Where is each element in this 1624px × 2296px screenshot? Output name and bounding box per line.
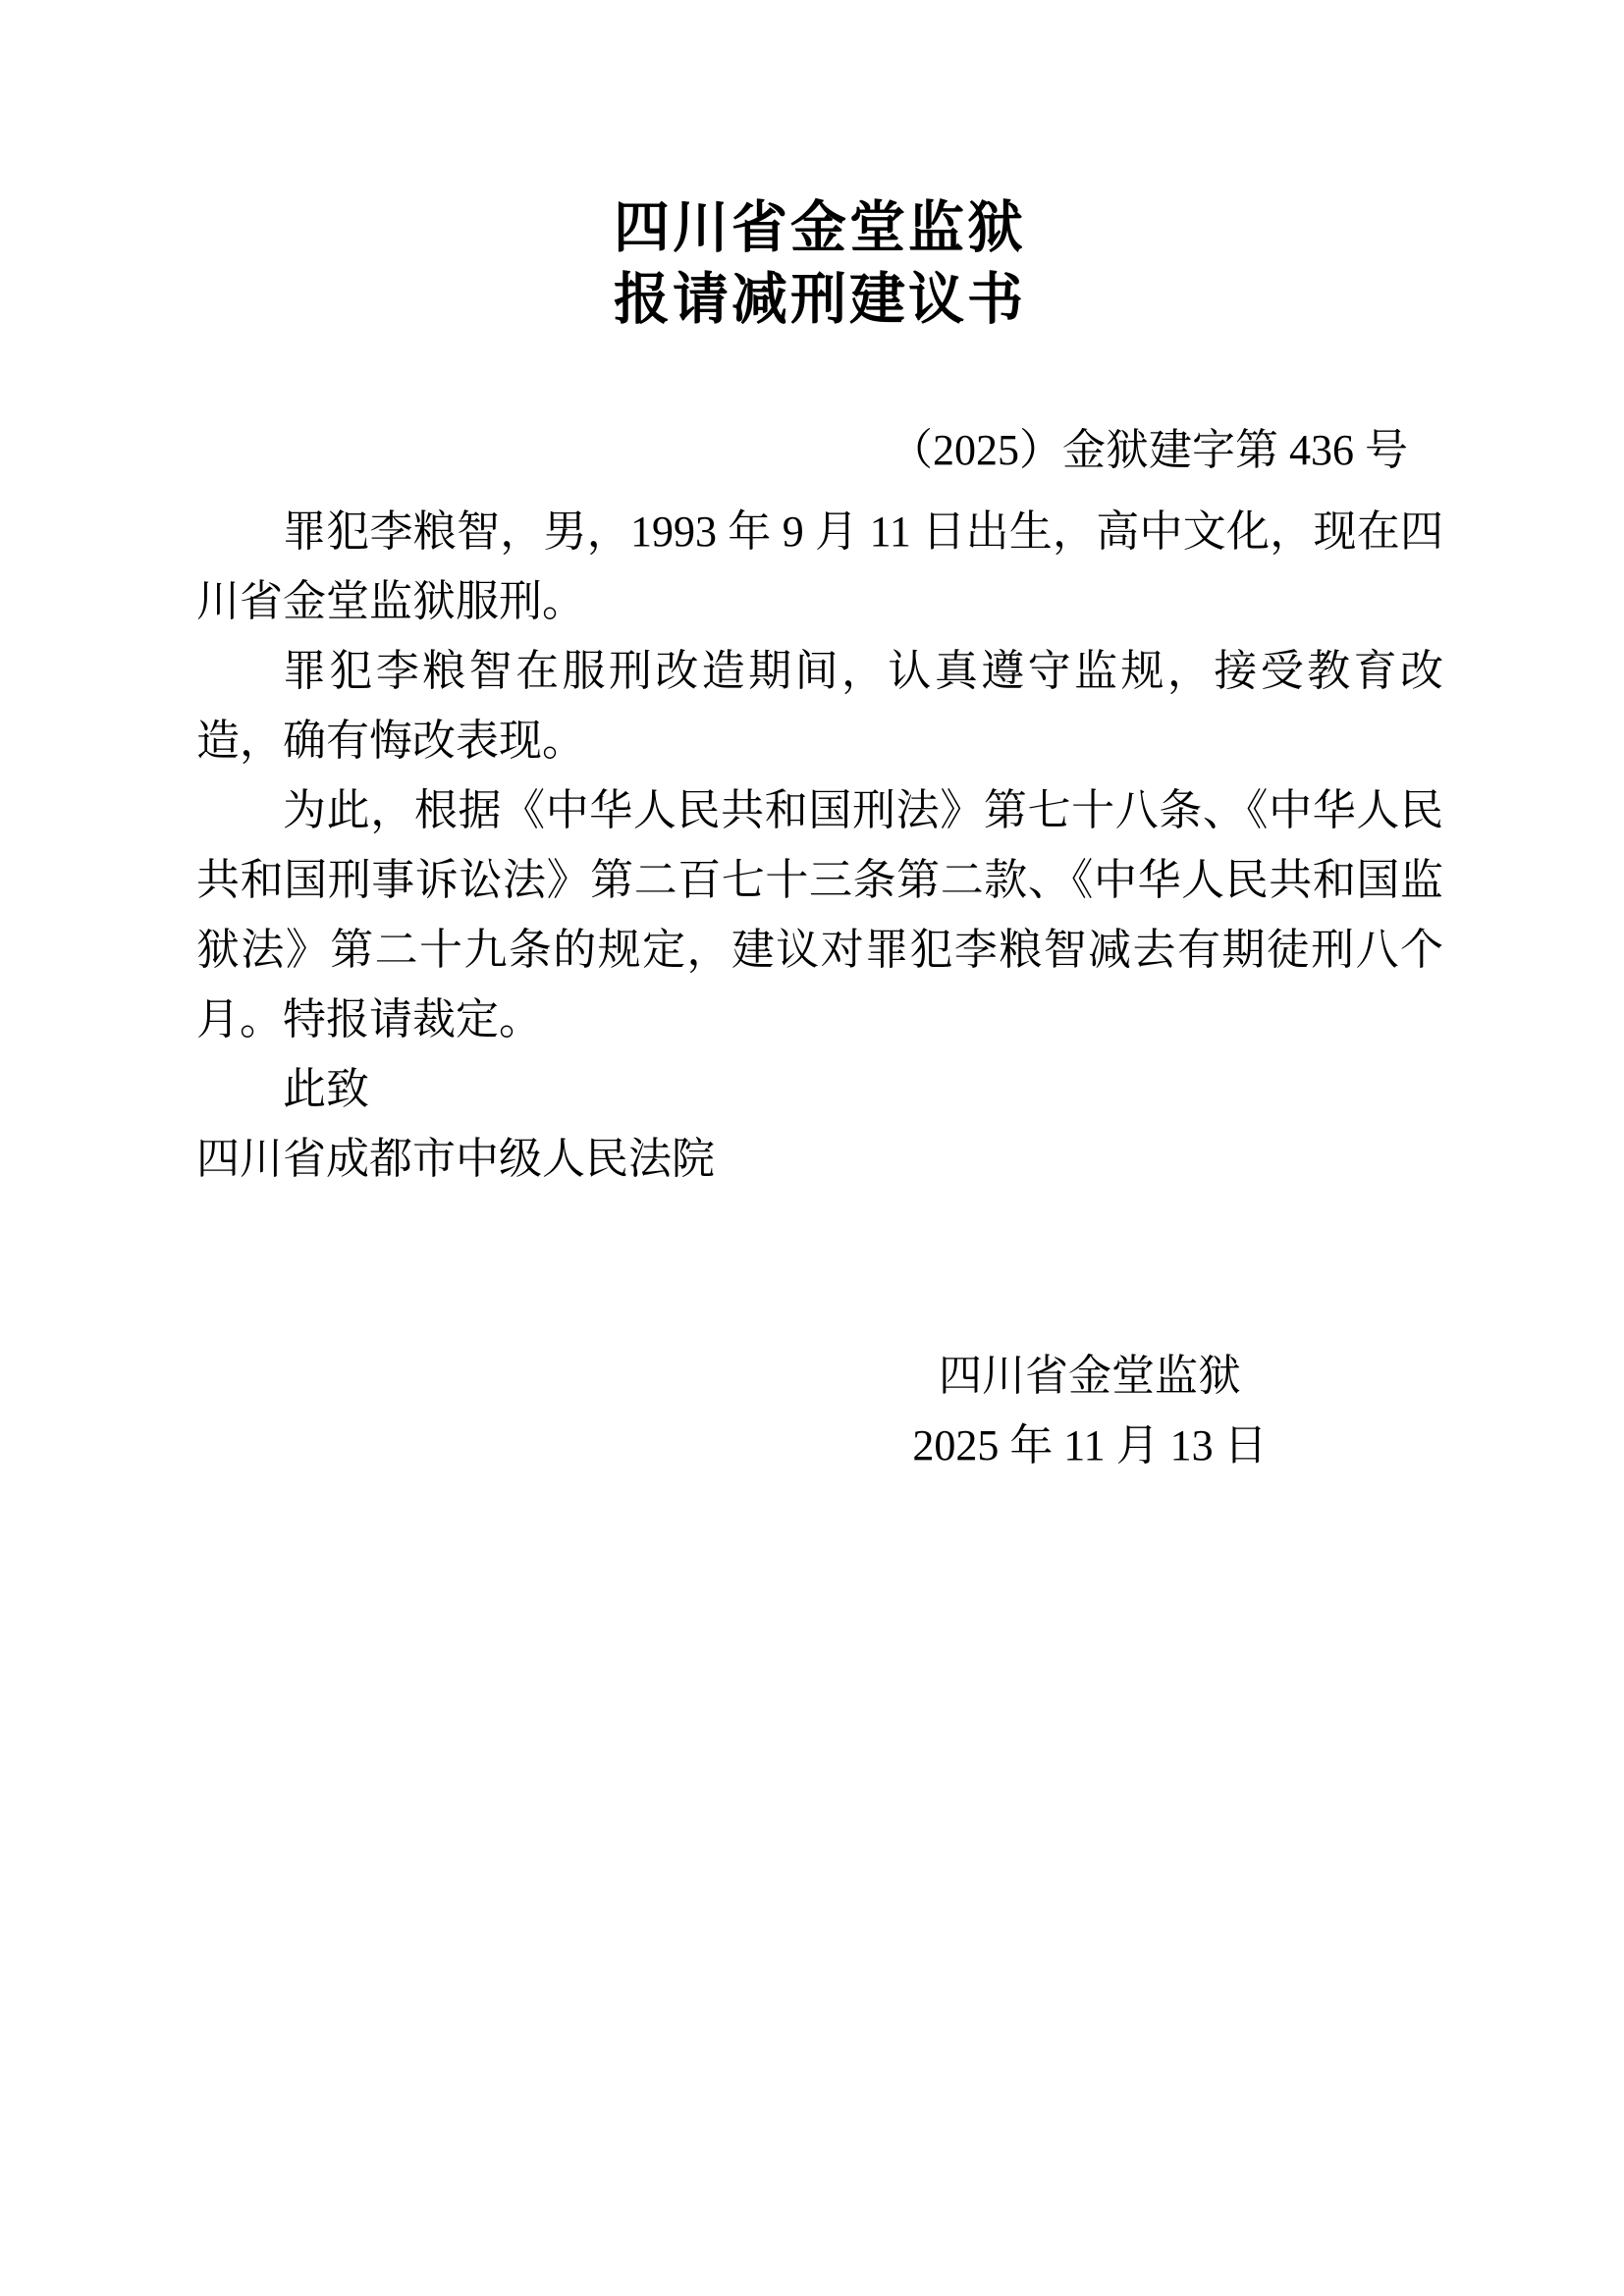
recipient-court: 四川省成都市中级人民法院 xyxy=(196,1135,715,1183)
document-number: （2025）金狱建字第 436 号 xyxy=(890,426,1408,474)
signature-date: 2025 年 11 月 13 日 xyxy=(912,1421,1268,1469)
signature-organization: 四川省金堂监狱 xyxy=(939,1352,1241,1400)
document-title xyxy=(196,192,1443,336)
signature-block xyxy=(864,1341,1316,1480)
title-line-document-type: 报请减刑建议书 xyxy=(614,268,1026,331)
document-body xyxy=(196,497,1443,1194)
paragraph-legal-basis: 为此，根据《中华人民共和国刑法》第七十八条、《中华人民共和国刑事诉讼法》第二百七十三条第二款、《中华人民共和国监狱法》第二十九条的规定，建议对罪犯李粮智减去有期徒刑八个月。特报请裁定。 xyxy=(196,786,1443,1043)
paragraph-conduct: 罪犯李粮智在服刑改造期间，认真遵守监规，接受教育改造，确有悔改表现。 xyxy=(196,647,1443,765)
document-content xyxy=(196,0,1443,1480)
salutation: 此致 xyxy=(283,1065,369,1113)
paragraph-offender-info: 罪犯李粮智，男，1993 年 9 月 11 日出生，高中文化，现在四川省金堂监狱服刑。 xyxy=(196,507,1443,625)
title-line-organization: 四川省金堂监狱 xyxy=(614,196,1026,259)
